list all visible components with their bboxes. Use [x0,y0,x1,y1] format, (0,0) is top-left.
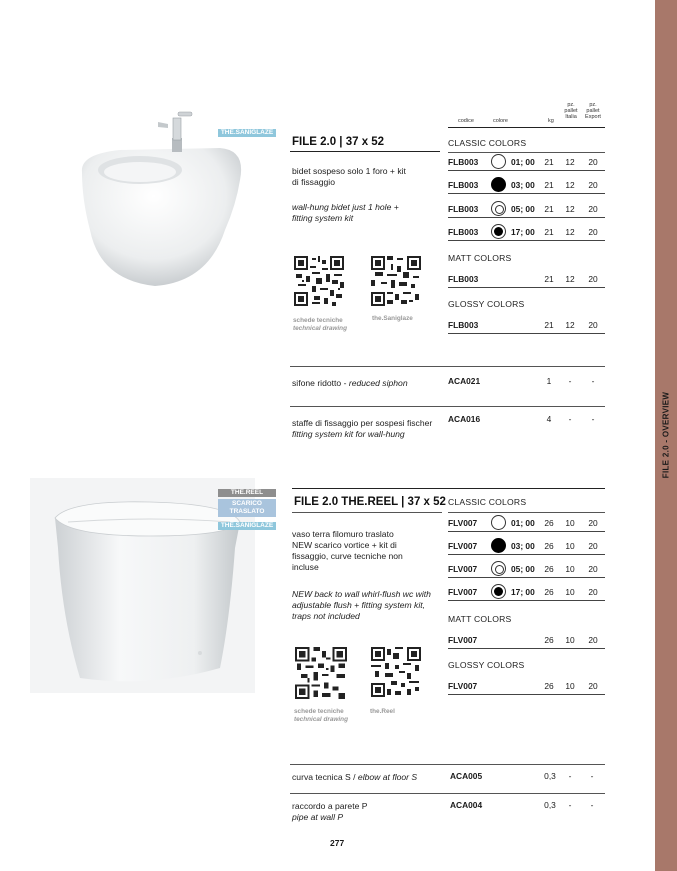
acc-elbow-code: ACA005 [450,771,483,781]
acc-siphon-kg: 1 [546,376,552,386]
acc-siphon-it: - [568,376,572,386]
product2-matt-colors-label: MATT COLORS [448,614,512,624]
qr-caption-the-reel: the.Reel [370,708,395,715]
weight-kg: 21 [544,203,554,214]
color-row [448,153,605,171]
product2-desc-en: NEW back to wall whirl-flush wc with adjustable flush + fitting system kit, traps not included [292,589,431,621]
pallet-export: 20 [588,203,598,214]
qr-caption-technical-drawing-2: schede tecniche technical drawing [294,708,348,723]
acc-fitting-desc: staffe di fissaggio per sospesi fischer fitting system kit for wall-hung [292,418,433,439]
qr-code-the-reel [371,647,421,697]
color-swatch-white [491,515,506,530]
product-code: FLB003 [448,180,479,191]
color-row [448,223,605,241]
qr-caption-saniglaze: the.Saniglaze [372,315,413,322]
pallet-italia: 12 [565,180,575,191]
badge-the-reel: THE.REEL [218,489,276,497]
product2-classic-colors-label: CLASSIC COLORS [448,497,527,507]
color-code: 03; 00 [511,541,535,551]
color-swatch-ringblack [491,584,506,599]
badge-scarico-traslato: SCARICO TRASLATO [218,499,276,517]
acc-fitting-ex: - [591,414,595,424]
badge-saniglaze-2: THE.SANIGLAZE [218,522,276,530]
side-section-label: FILE 2.0 - OVERVIEW [661,391,671,479]
header-kg: kg [548,118,554,124]
weight-kg: 21 [544,157,554,167]
acc-siphon-ex: - [591,376,595,386]
acc-fitting-code: ACA016 [448,414,481,424]
acc2-rule-mid [290,793,605,794]
pallet-export: 20 [588,564,598,574]
color-swatch-black [491,177,506,192]
product2-matt-row: FLV007 26 10 20 [448,631,605,649]
header-codice: codice [458,118,474,124]
pallet-export: 20 [588,587,598,597]
color-row [448,560,605,578]
qr-code-technical-drawing [294,256,344,306]
product1-matt-colors-label: MATT COLORS [448,253,512,263]
color-swatch-ring [491,201,506,216]
pallet-export: 20 [588,157,598,167]
color-code: 05; 00 [511,203,535,214]
pallet-italia: 10 [565,541,575,551]
product-code: FLV007 [448,587,478,597]
acc-pipe-it: - [568,800,572,810]
acc1-rule-top [290,366,605,367]
product1-desc-it: bidet sospeso solo 1 foro + kit di fissaggio [292,166,406,187]
acc-pipe-ex: - [590,800,594,810]
pallet-italia: 10 [565,564,575,574]
pallet-italia: 10 [565,587,575,597]
qr-caption-technical-drawing: schede tecniche technical drawing [293,317,347,332]
product2-title-rule [292,512,442,513]
product1-desc-en: wall-hung bidet just 1 hole + fitting system kit [292,202,399,223]
product1-title: FILE 2.0 | 37 x 52 [292,136,385,148]
acc-pipe-desc: raccordo a parete P pipe at wall P [292,801,368,822]
header-pallet-export: pz. pallet Export [585,102,601,120]
color-row [448,537,605,555]
product1-table-top-rule [448,127,605,128]
acc-elbow-ex: - [590,771,594,781]
bidet-photo [60,110,250,290]
pallet-italia: 10 [565,518,575,528]
header-colore: colore [493,118,508,124]
product2-glossy-colors-label: GLOSSY COLORS [448,660,525,670]
product2-title-top-rule [292,488,605,489]
header-pallet-italia: pz. pallet Italia [564,102,578,120]
weight-kg: 26 [544,587,554,597]
product1-glossy-row: FLB003 21 12 20 [448,316,605,334]
color-swatch-ringblack [491,224,506,239]
product-code: FLV007 [448,541,478,551]
product-code: FLB003 [448,157,479,167]
product1-title-rule [290,151,440,152]
color-row [448,200,605,218]
product1-glossy-colors-label: GLOSSY COLORS [448,299,525,309]
badge-saniglaze: THE.SANIGLAZE [218,129,276,137]
color-row [448,514,605,532]
qr-code-technical-drawing-2 [295,647,347,699]
color-code: 05; 00 [511,564,535,574]
acc-siphon-code: ACA021 [448,376,481,386]
pallet-italia: 12 [565,157,575,167]
color-swatch-ring [491,561,506,576]
weight-kg: 21 [544,180,554,191]
pallet-italia: 12 [565,226,575,237]
color-row [448,583,605,601]
color-code: 03; 00 [511,180,535,191]
product-code: FLB003 [448,203,479,214]
product2-classic-rule [448,512,605,513]
color-code: 01; 00 [511,157,535,167]
color-swatch-white [491,154,506,169]
acc-elbow-kg: 0,3 [544,771,556,781]
pallet-export: 20 [588,541,598,551]
color-row [448,176,605,194]
pallet-export: 20 [588,518,598,528]
weight-kg: 26 [544,541,554,551]
qr-code-saniglaze [371,256,421,306]
acc1-rule-mid [290,406,605,407]
weight-kg: 26 [544,518,554,528]
pallet-italia: 12 [565,203,575,214]
product-code: FLV007 [448,518,478,528]
acc-elbow-it: - [568,771,572,781]
product2-glossy-row: FLV007 26 10 20 [448,677,605,695]
acc-fitting-kg: 4 [546,414,552,424]
product-code: FLV007 [448,564,478,574]
product-code: FLB003 [448,226,479,237]
product2-title: FILE 2.0 THE.REEL | 37 x 52 [294,496,446,508]
product2-desc-it: vaso terra filomuro traslato NEW scarico vortice + kit di fissaggio, curve tecniche non incluse [292,529,403,572]
acc-siphon-desc: sifone ridotto - reduced siphon [292,378,408,388]
acc-fitting-it: - [568,414,572,424]
product1-matt-row: FLB003 21 12 20 [448,270,605,288]
acc-elbow-desc: curva tecnica S / elbow at floor S [292,772,418,782]
color-swatch-black [491,538,506,553]
color-code: 01; 00 [511,518,535,528]
color-code: 17; 00 [511,226,535,237]
color-code: 17; 00 [511,587,535,597]
weight-kg: 21 [544,226,554,237]
page-number: 277 [330,838,345,848]
product1-classic-colors-label: CLASSIC COLORS [448,138,527,148]
pallet-export: 20 [588,226,598,237]
acc2-rule-top [290,764,605,765]
pallet-export: 20 [588,180,598,191]
acc-pipe-code: ACA004 [450,800,483,810]
weight-kg: 26 [544,564,554,574]
acc-pipe-kg: 0,3 [544,800,556,810]
